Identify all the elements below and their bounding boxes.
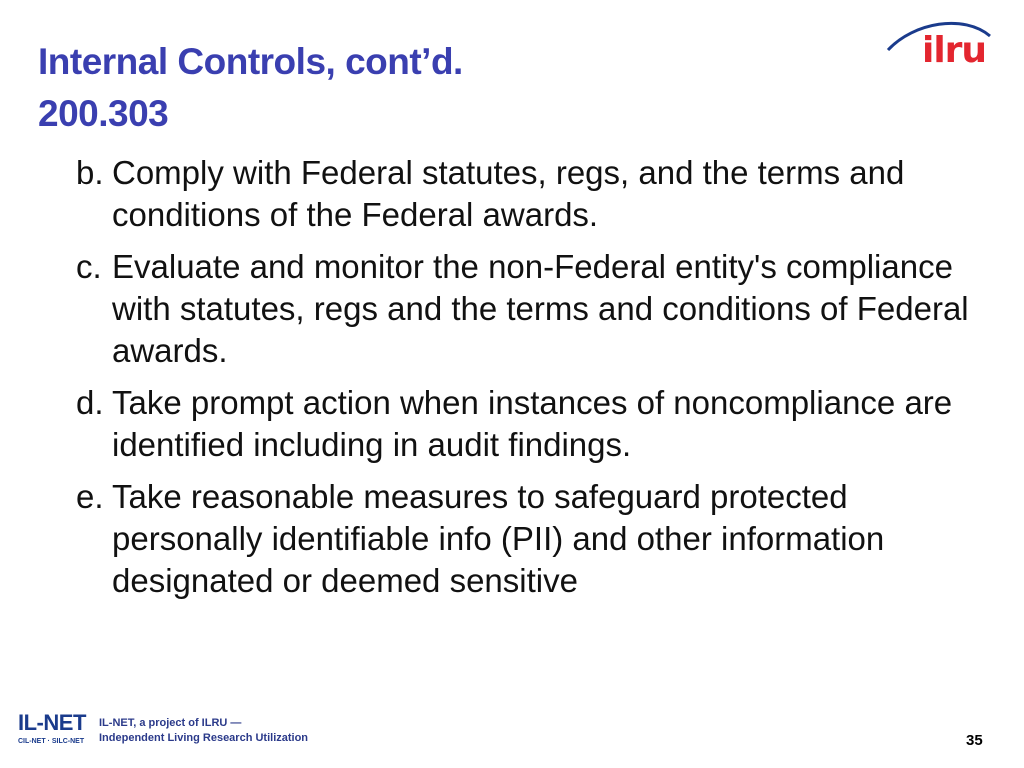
title-line-1: Internal Controls, cont’d. xyxy=(38,41,463,82)
item-text: Comply with Federal statutes, regs, and the terms and conditions of the Federal awards. xyxy=(112,154,905,233)
item-letter: c. xyxy=(76,248,102,285)
item-letter: d. xyxy=(76,384,104,421)
ilru-logo-text: ilru xyxy=(922,30,987,71)
footer-line-1: IL-NET, a project of ILRU — xyxy=(99,717,242,729)
list-item xyxy=(76,152,996,236)
item-text: Evaluate and monitor the non-Federal entity's compliance with statutes, regs and the terms and conditions of Federal awards. xyxy=(112,248,969,369)
ilru-logo xyxy=(884,14,994,78)
il-net-subtitle: CIL-NET · SILC-NET xyxy=(18,738,85,745)
footer-text xyxy=(99,716,308,746)
title-line-2: 200.303 xyxy=(38,93,169,134)
list-item xyxy=(76,476,996,602)
item-letter: b. xyxy=(76,154,104,191)
il-net-brand: IL-NET xyxy=(18,710,86,735)
item-text: Take reasonable measures to safeguard protected personally identifiable info (PII) and other information designated or deemed sensitive xyxy=(112,478,885,599)
list-item xyxy=(76,246,996,372)
slide-title xyxy=(38,36,463,140)
item-text: Take prompt action when instances of noncompliance are identified including in audit findings. xyxy=(112,384,953,463)
item-list xyxy=(76,152,996,612)
item-letter: e. xyxy=(76,478,104,515)
list-item xyxy=(76,382,996,466)
il-net-logo xyxy=(18,710,86,745)
footer-line-2: Independent Living Research Utilization xyxy=(99,732,309,744)
page-number: 35 xyxy=(966,732,983,749)
